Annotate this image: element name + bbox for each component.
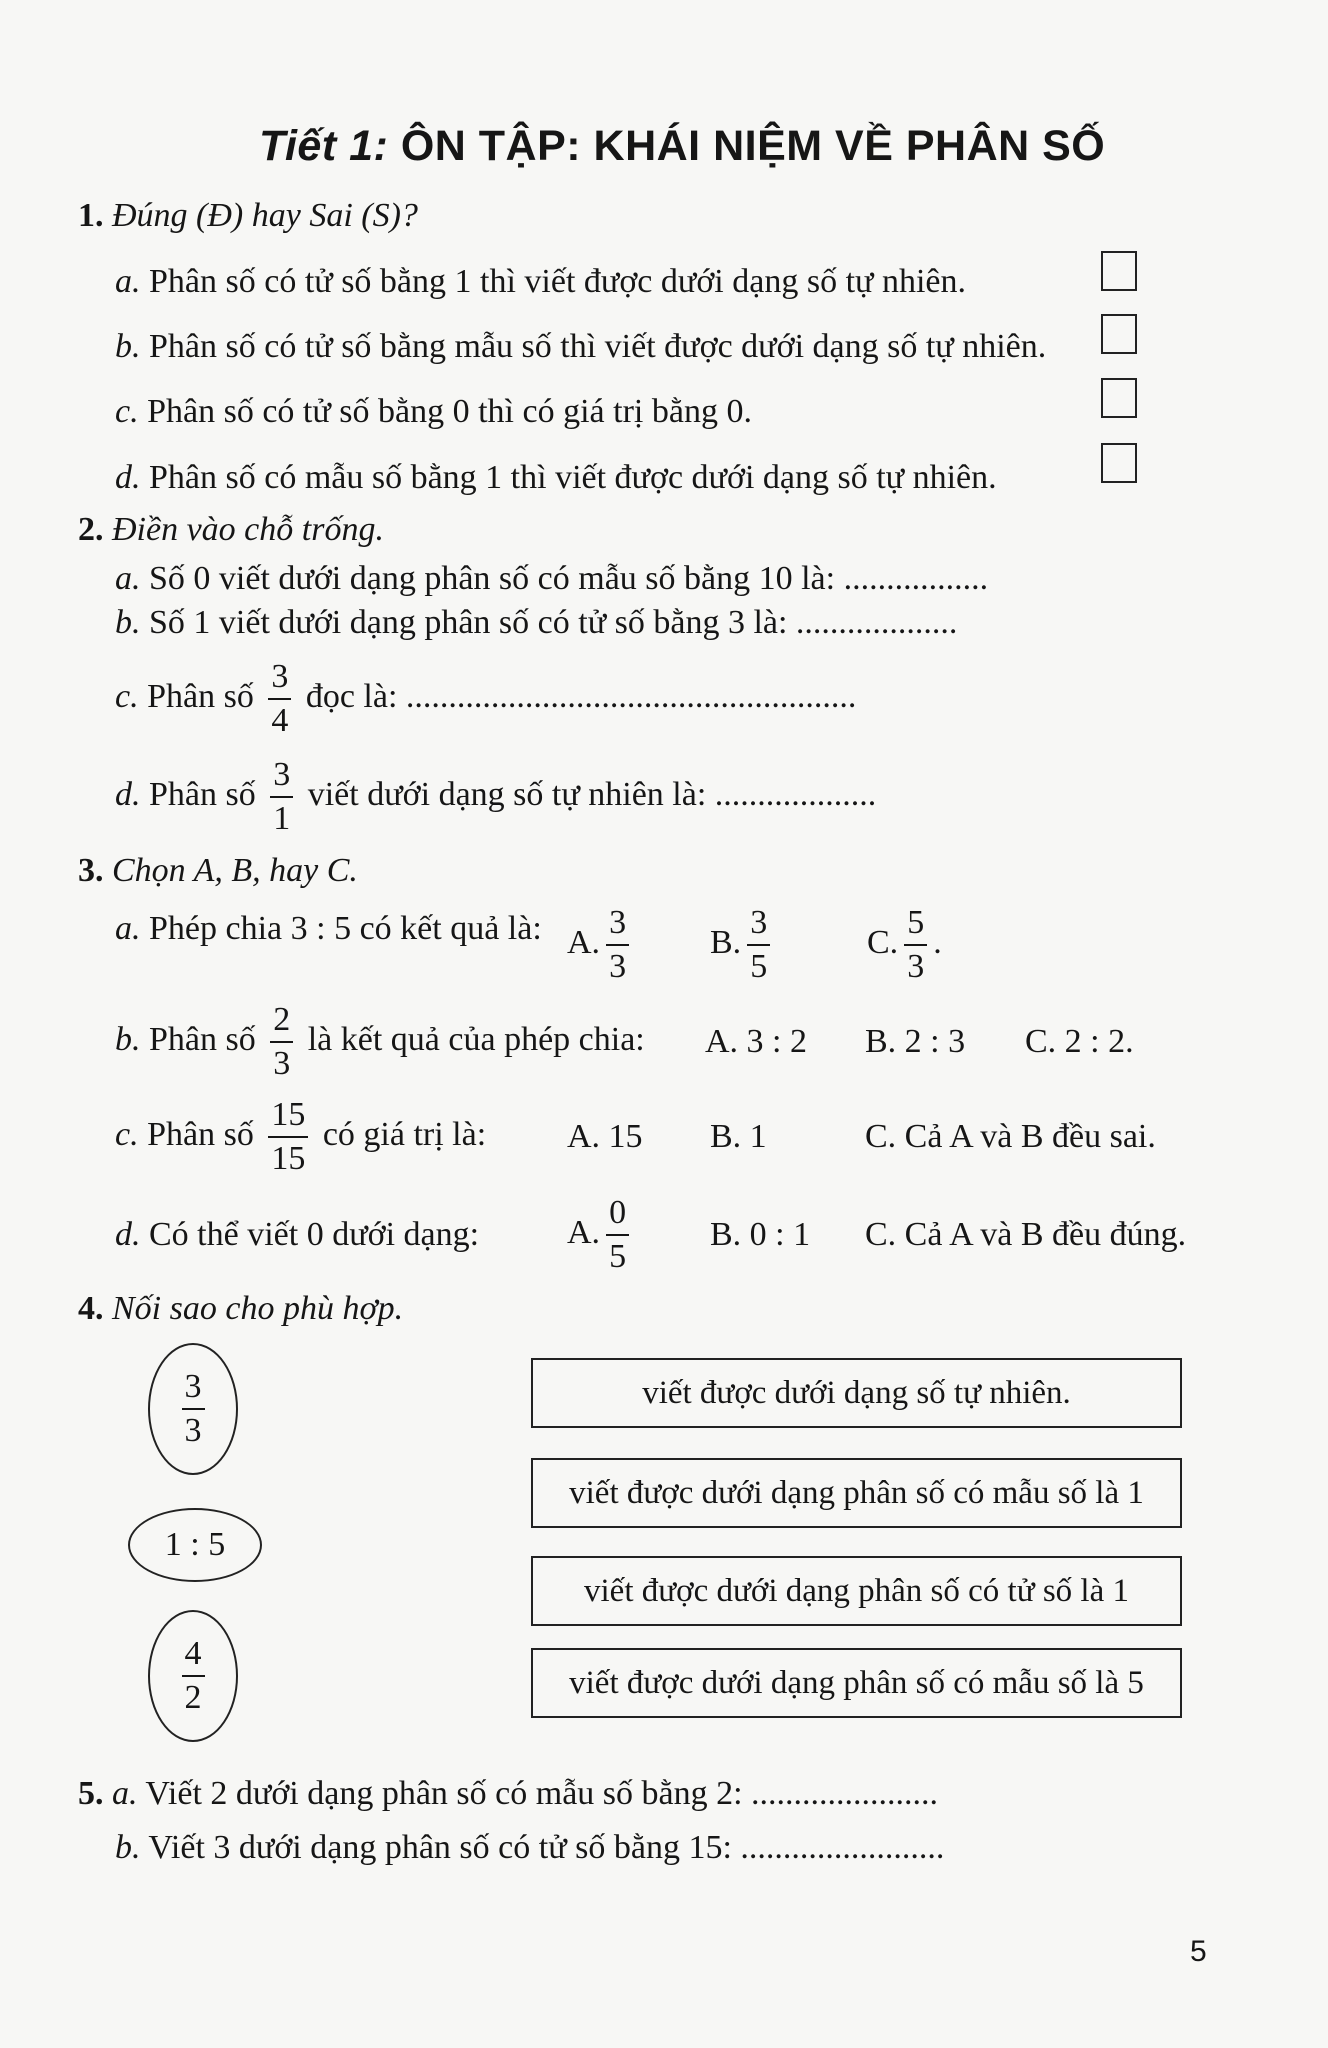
q1-item-d: d. Phân số có mẫu số bằng 1 thì viết được dưới dạng số tự nhiên. <box>115 459 997 496</box>
answer-box-c[interactable] <box>1101 378 1137 418</box>
q3-item-c: c. Phân số $\frac{15}{15}$ có giá trị là: <box>115 1096 487 1177</box>
match-right-box-4[interactable]: viết được dưới dạng phân số có mẫu số là 5 <box>531 1648 1182 1718</box>
q3c-option-b: B. 1 <box>710 1118 767 1155</box>
q3c-option-c: C. Cả A và B đều sai. <box>865 1118 1156 1155</box>
q2-item-a: a. Số 0 viết dưới dạng phân số có mẫu số bằng 10 là: ................. <box>115 560 989 597</box>
match-left-fraction-4-2[interactable]: $\frac{4}{2}$ <box>148 1610 238 1742</box>
match-left-fraction-3-3[interactable]: $\frac{3}{3}$ <box>148 1343 238 1475</box>
page-title: Tiết 1: ÔN TẬP: KHÁI NIỆM VỀ PHÂN SỐ <box>259 122 1106 170</box>
match-right-box-1[interactable]: viết được dưới dạng số tự nhiên. <box>531 1358 1182 1428</box>
q3d-option-b: B. 0 : 1 <box>710 1216 811 1253</box>
q3-item-d: d. Có thể viết 0 dưới dạng: <box>115 1216 480 1253</box>
q3d-option-a: A. $\frac{0}{5}$ <box>567 1196 635 1274</box>
q3b-option-c: C. 2 : 2. <box>1025 1023 1134 1060</box>
q5-item-b: b. Viết 3 dưới dạng phân số có tử số bằng 15: ........................ <box>115 1829 945 1866</box>
q1-item-a: a. Phân số có tử số bằng 1 thì viết được dưới dạng số tự nhiên. <box>115 263 966 300</box>
match-right-box-2[interactable]: viết được dưới dạng phân số có mẫu số là 1 <box>531 1458 1182 1528</box>
q3-item-b: b. Phân số $\frac{2}{3}$ là kết quả của phép chia: <box>115 1001 645 1082</box>
match-right-box-3[interactable]: viết được dưới dạng phân số có tử số là 1 <box>531 1556 1182 1626</box>
q1-item-b: b. Phân số có tử số bằng mẫu số thì viết được dưới dạng số tự nhiên. <box>115 328 1047 365</box>
q3a-option-b: B. $\frac{3}{5}$ <box>710 906 776 984</box>
q1-item-c: c. Phân số có tử số bằng 0 thì có giá trị bằng 0. <box>115 393 752 430</box>
q3b-option-b: B. 2 : 3 <box>865 1023 966 1060</box>
q3-item-a: a. Phép chia 3 : 5 có kết quả là: <box>115 910 542 947</box>
q3a-option-c: C. $\frac{5}{3}$ . <box>867 904 942 985</box>
page-number: 5 <box>1190 1935 1207 1968</box>
fraction-3-4: $\frac{3}{4}$ <box>268 660 291 738</box>
q5-item-a: 5. a. Viết 2 dưới dạng phân số có mẫu số bằng 2: ...................... <box>78 1775 939 1812</box>
q4-heading: 4. Nối sao cho phù hợp. <box>78 1290 404 1327</box>
q3-heading: 3. Chọn A, B, hay C. <box>78 852 358 889</box>
match-left-division-1-5[interactable]: 1 : 5 <box>128 1508 262 1582</box>
answer-box-d[interactable] <box>1101 443 1137 483</box>
q2-item-b: b. Số 1 viết dưới dạng phân số có tử số bằng 3 là: ................... <box>115 604 958 641</box>
q2-item-c: c. Phân số $\frac{3}{4}$ đọc là: ..................................................... <box>115 658 857 739</box>
fraction-15-15: $\frac{15}{15}$ <box>268 1098 308 1176</box>
q3a-option-a: A. $\frac{3}{3}$ <box>567 906 635 984</box>
fraction-3-1: $\frac{3}{1}$ <box>270 758 293 836</box>
q3b-option-a: A. 3 : 2 <box>705 1023 807 1060</box>
answer-box-b[interactable] <box>1101 314 1137 354</box>
q3c-option-a: A. 15 <box>567 1118 643 1155</box>
q3d-option-c: C. Cả A và B đều đúng. <box>865 1216 1187 1253</box>
q2-heading: 2. Điền vào chỗ trống. <box>78 511 384 548</box>
answer-box-a[interactable] <box>1101 251 1137 291</box>
fraction-2-3: $\frac{2}{3}$ <box>270 1003 293 1081</box>
q2-item-d: d. Phân số $\frac{3}{1}$ viết dưới dạng số tự nhiên là: ................... <box>115 756 877 837</box>
q1-heading: 1. Đúng (Đ) hay Sai (S)? <box>78 197 418 234</box>
